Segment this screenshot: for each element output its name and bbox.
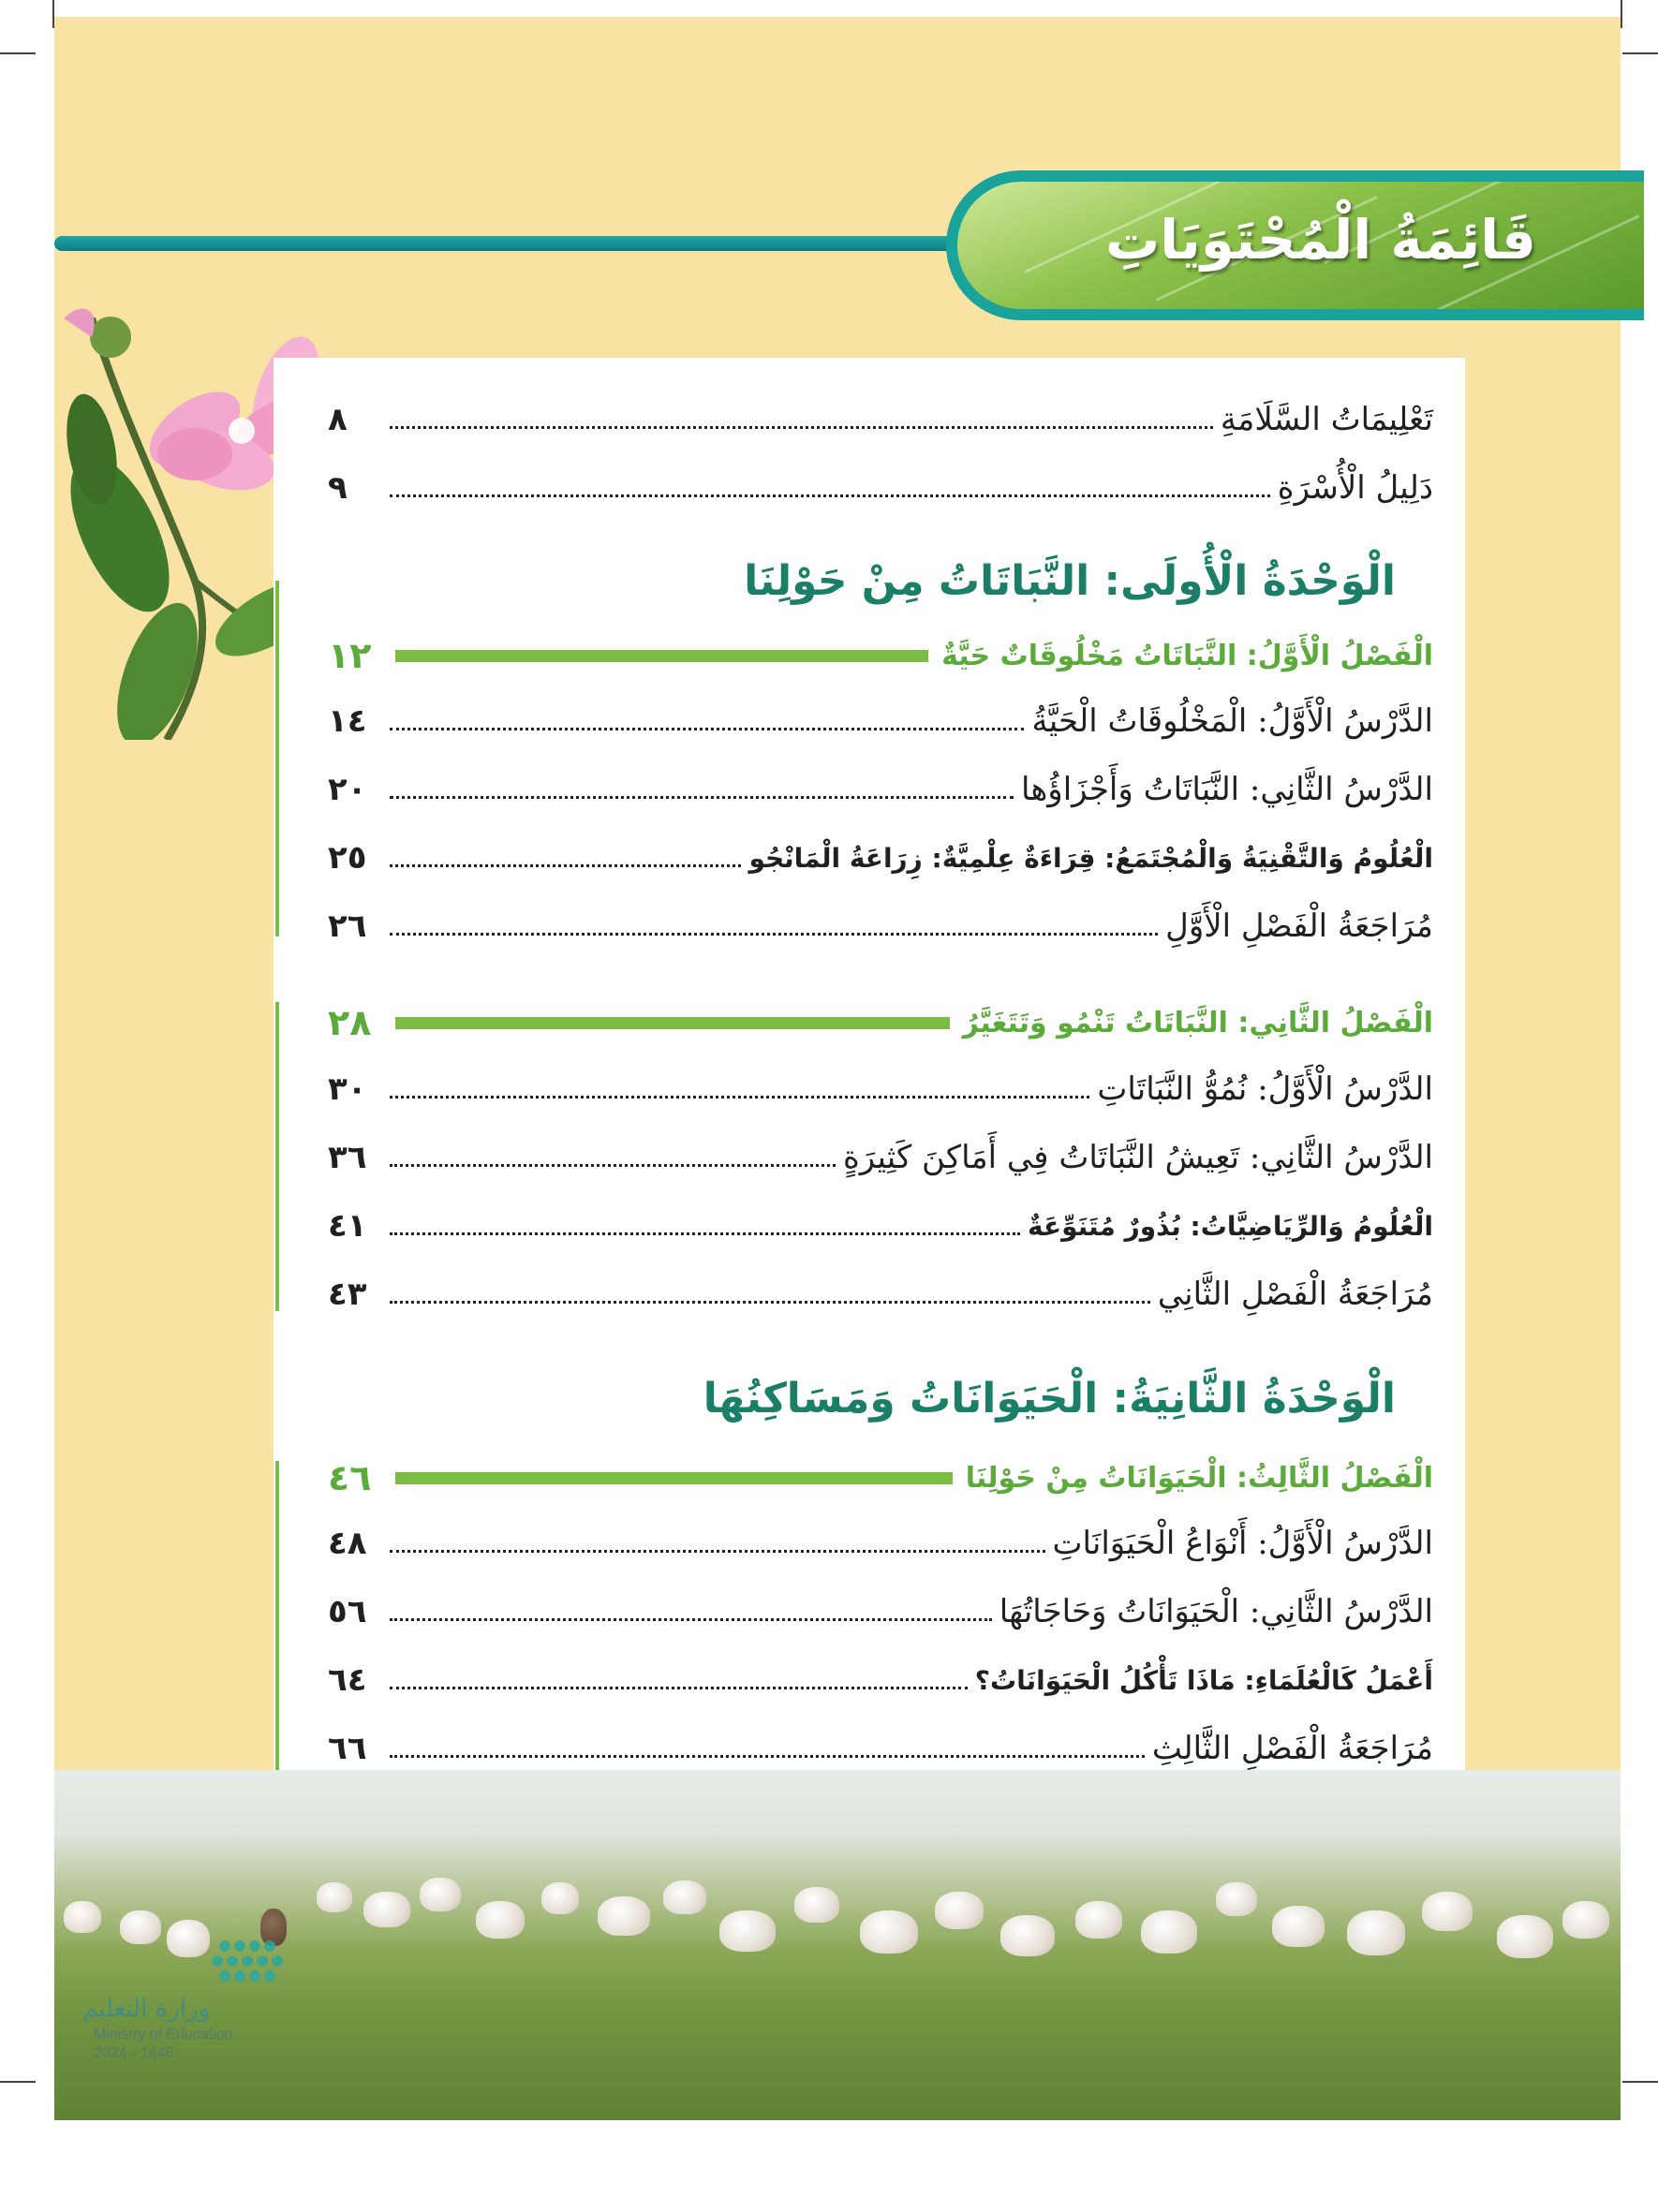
entry-title: تَعْلِيمَاتُ السَّلَامَةِ [1220,401,1433,438]
dot-leader [390,1550,1045,1553]
title-bar-line [54,236,963,251]
edition-year: 2024 - 1446 [94,2045,174,2061]
crop-mark [52,0,54,28]
chapter-title: الْفَصْلُ الثَّالِثُ: الْحَيَوَانَاتُ مِنْ حَوْلِنَا [965,1461,1433,1495]
ministry-name-arabic: وزارة التعليم [82,1995,211,2023]
dot-leader [390,933,1158,936]
crop-mark [1622,52,1658,54]
chapter-bar [395,1017,950,1029]
sheep [1562,1901,1609,1939]
dot-leader [390,1301,1150,1304]
page-number: ٣٠ [328,1070,367,1108]
unit-heading: الْوَحْدَةُ الثَّانِيَةُ: الْحَيَوَانَاتُ وَمَسَاكِنُهَا [703,1375,1396,1423]
dot-leader [390,864,741,867]
sheep [420,1878,461,1911]
toc-entry[interactable] [328,1127,1433,1188]
toc-entry-family-guide[interactable] [328,457,1433,519]
sheep [363,1892,410,1927]
entry-title: أَعْمَلُ كَالْعُلَمَاءِ: مَاذَا تَأْكُلُ الْحَيَوَانَاتُ؟ [974,1664,1433,1696]
page-number: ٨ [328,401,348,438]
page-number: ٢٥ [328,839,367,877]
toc-entry[interactable] [328,1581,1433,1643]
crop-mark [1622,2081,1658,2083]
unit-heading: الْوَحْدَةُ الْأُولَى: النَّبَاتَاتُ مِنْ حَوْلِنَا [744,557,1396,605]
entry-title: الْعُلُومُ وَالرِّيَاضِيَّاتُ: بُذُورٌ مُتَنَوِّعَةٌ [1027,1210,1433,1242]
sheep [860,1910,918,1954]
sheep [1272,1906,1325,1947]
dot-leader [390,1164,836,1167]
sheep [794,1887,839,1923]
page-number: ٥٦ [328,1593,367,1630]
sheep [1141,1910,1197,1954]
toc-entry-safety[interactable] [328,389,1433,450]
entry-title: الدَّرْسُ الْأَوَّلُ: نُمُوُّ النَّبَاتَاتِ [1097,1070,1433,1108]
dot-leader [390,494,1270,497]
page-title: قَائِمَةُ الْمُحْتَوَيَاتِ [1104,208,1536,272]
chapter-page-number: ٢٨ [328,1002,372,1043]
toc-entry[interactable] [328,690,1433,752]
chapter-title: الْفَصْلُ الْأَوَّلُ: النَّبَاتَاتُ مَخْلُوقَاتٌ حَيَّةٌ [941,639,1433,672]
sheep [1347,1910,1405,1955]
sheep [663,1880,706,1914]
sheep [719,1910,776,1952]
toc-entry[interactable] [328,1649,1433,1711]
chapter-heading[interactable] [328,995,1433,1051]
sheep [1075,1901,1122,1939]
page-number: ٦٦ [328,1730,367,1767]
chapter-page-number: ١٢ [328,635,372,676]
toc-entry[interactable] [328,1263,1433,1325]
page-number: ١٤ [328,702,367,740]
chapter-title: الْفَصْلُ الثَّانِي: النَّبَاتَاتُ تَنْمُو وَتَتَغَيَّرُ [962,1006,1433,1040]
sheep [1497,1915,1553,1958]
toc-entry[interactable] [328,759,1433,820]
chapter-page-number: ٤٦ [328,1457,372,1498]
ministry-name-english: Ministry of Education [94,2027,233,2042]
page-number: ٢٠ [328,771,367,808]
entry-title: مُرَاجَعَةُ الْفَصْلِ الثَّالِثِ [1151,1730,1433,1767]
dot-leader [390,1755,1145,1758]
toc-entry[interactable] [328,895,1433,957]
sheep [1422,1892,1473,1931]
toc-entry[interactable] [328,1195,1433,1257]
dot-leader [390,1096,1089,1099]
sheep [1000,1915,1055,1956]
chapter-heading[interactable] [328,627,1433,684]
page-number: ٦٤ [328,1661,367,1699]
entry-title: الْعُلُومُ وَالتَّقْنِيَةُ وَالْمُجْتَمَعُ: قِرَاءَةٌ عِلْمِيَّةٌ: زِرَاعَةُ الْمَانْجُو [748,842,1433,874]
page-number: ٤٨ [328,1525,367,1562]
entry-title: مُرَاجَعَةُ الْفَصْلِ الثَّانِي [1157,1276,1433,1313]
crop-mark [0,2081,36,2083]
sheep [541,1882,579,1914]
chapter-bar [395,1472,953,1484]
page-number: ٩ [328,469,348,507]
sheep [598,1896,650,1936]
green-rule [275,1002,279,1311]
dot-leader [390,796,1014,799]
crop-mark [0,52,36,54]
green-rule [275,1461,279,1770]
dot-leader [390,426,1213,429]
page-number: ٤٣ [328,1276,367,1313]
entry-title: الدَّرْسُ الثَّانِي: الْحَيَوَانَاتُ وَحَاجَاتُهَا [999,1593,1433,1630]
sheep [476,1901,525,1939]
entry-title: الدَّرْسُ الْأَوَّلُ: الْمَخْلُوقَاتُ الْحَيَّةُ [1031,702,1433,740]
toc-entry[interactable] [328,1512,1433,1574]
dot-leader [390,1618,992,1621]
green-rule [275,581,279,936]
entry-title: مُرَاجَعَةُ الْفَصْلِ الْأَوَّلِ [1165,907,1433,945]
dot-leader [390,1232,1020,1235]
dot-leader [390,728,1024,730]
entry-title: دَلِيلُ الْأُسْرَةِ [1277,469,1433,507]
sheep [1216,1882,1257,1916]
entry-title: الدَّرْسُ الثَّانِي: تَعِيشُ النَّبَاتَاتُ فِي أَمَاكِنَ كَثِيرَةٍ [842,1139,1433,1176]
sheep [317,1882,352,1912]
dot-leader [390,1687,968,1689]
entry-title: الدَّرْسُ الثَّانِي: النَّبَاتَاتُ وَأَجْزَاؤُها [1021,771,1433,808]
page-number: ٤١ [328,1207,367,1245]
page-number: ٢٦ [328,907,367,945]
page-number: ٣٦ [328,1139,367,1176]
toc-entry[interactable] [328,827,1433,889]
chapter-bar [395,650,928,662]
sheep [935,1892,984,1929]
crop-mark [1621,0,1622,28]
toc-entry[interactable] [328,1058,1433,1120]
chapter-heading[interactable] [328,1450,1433,1506]
entry-title: الدَّرْسُ الْأَوَّلُ: أَنْوَاعُ الْحَيَوَانَاتِ [1052,1525,1433,1562]
